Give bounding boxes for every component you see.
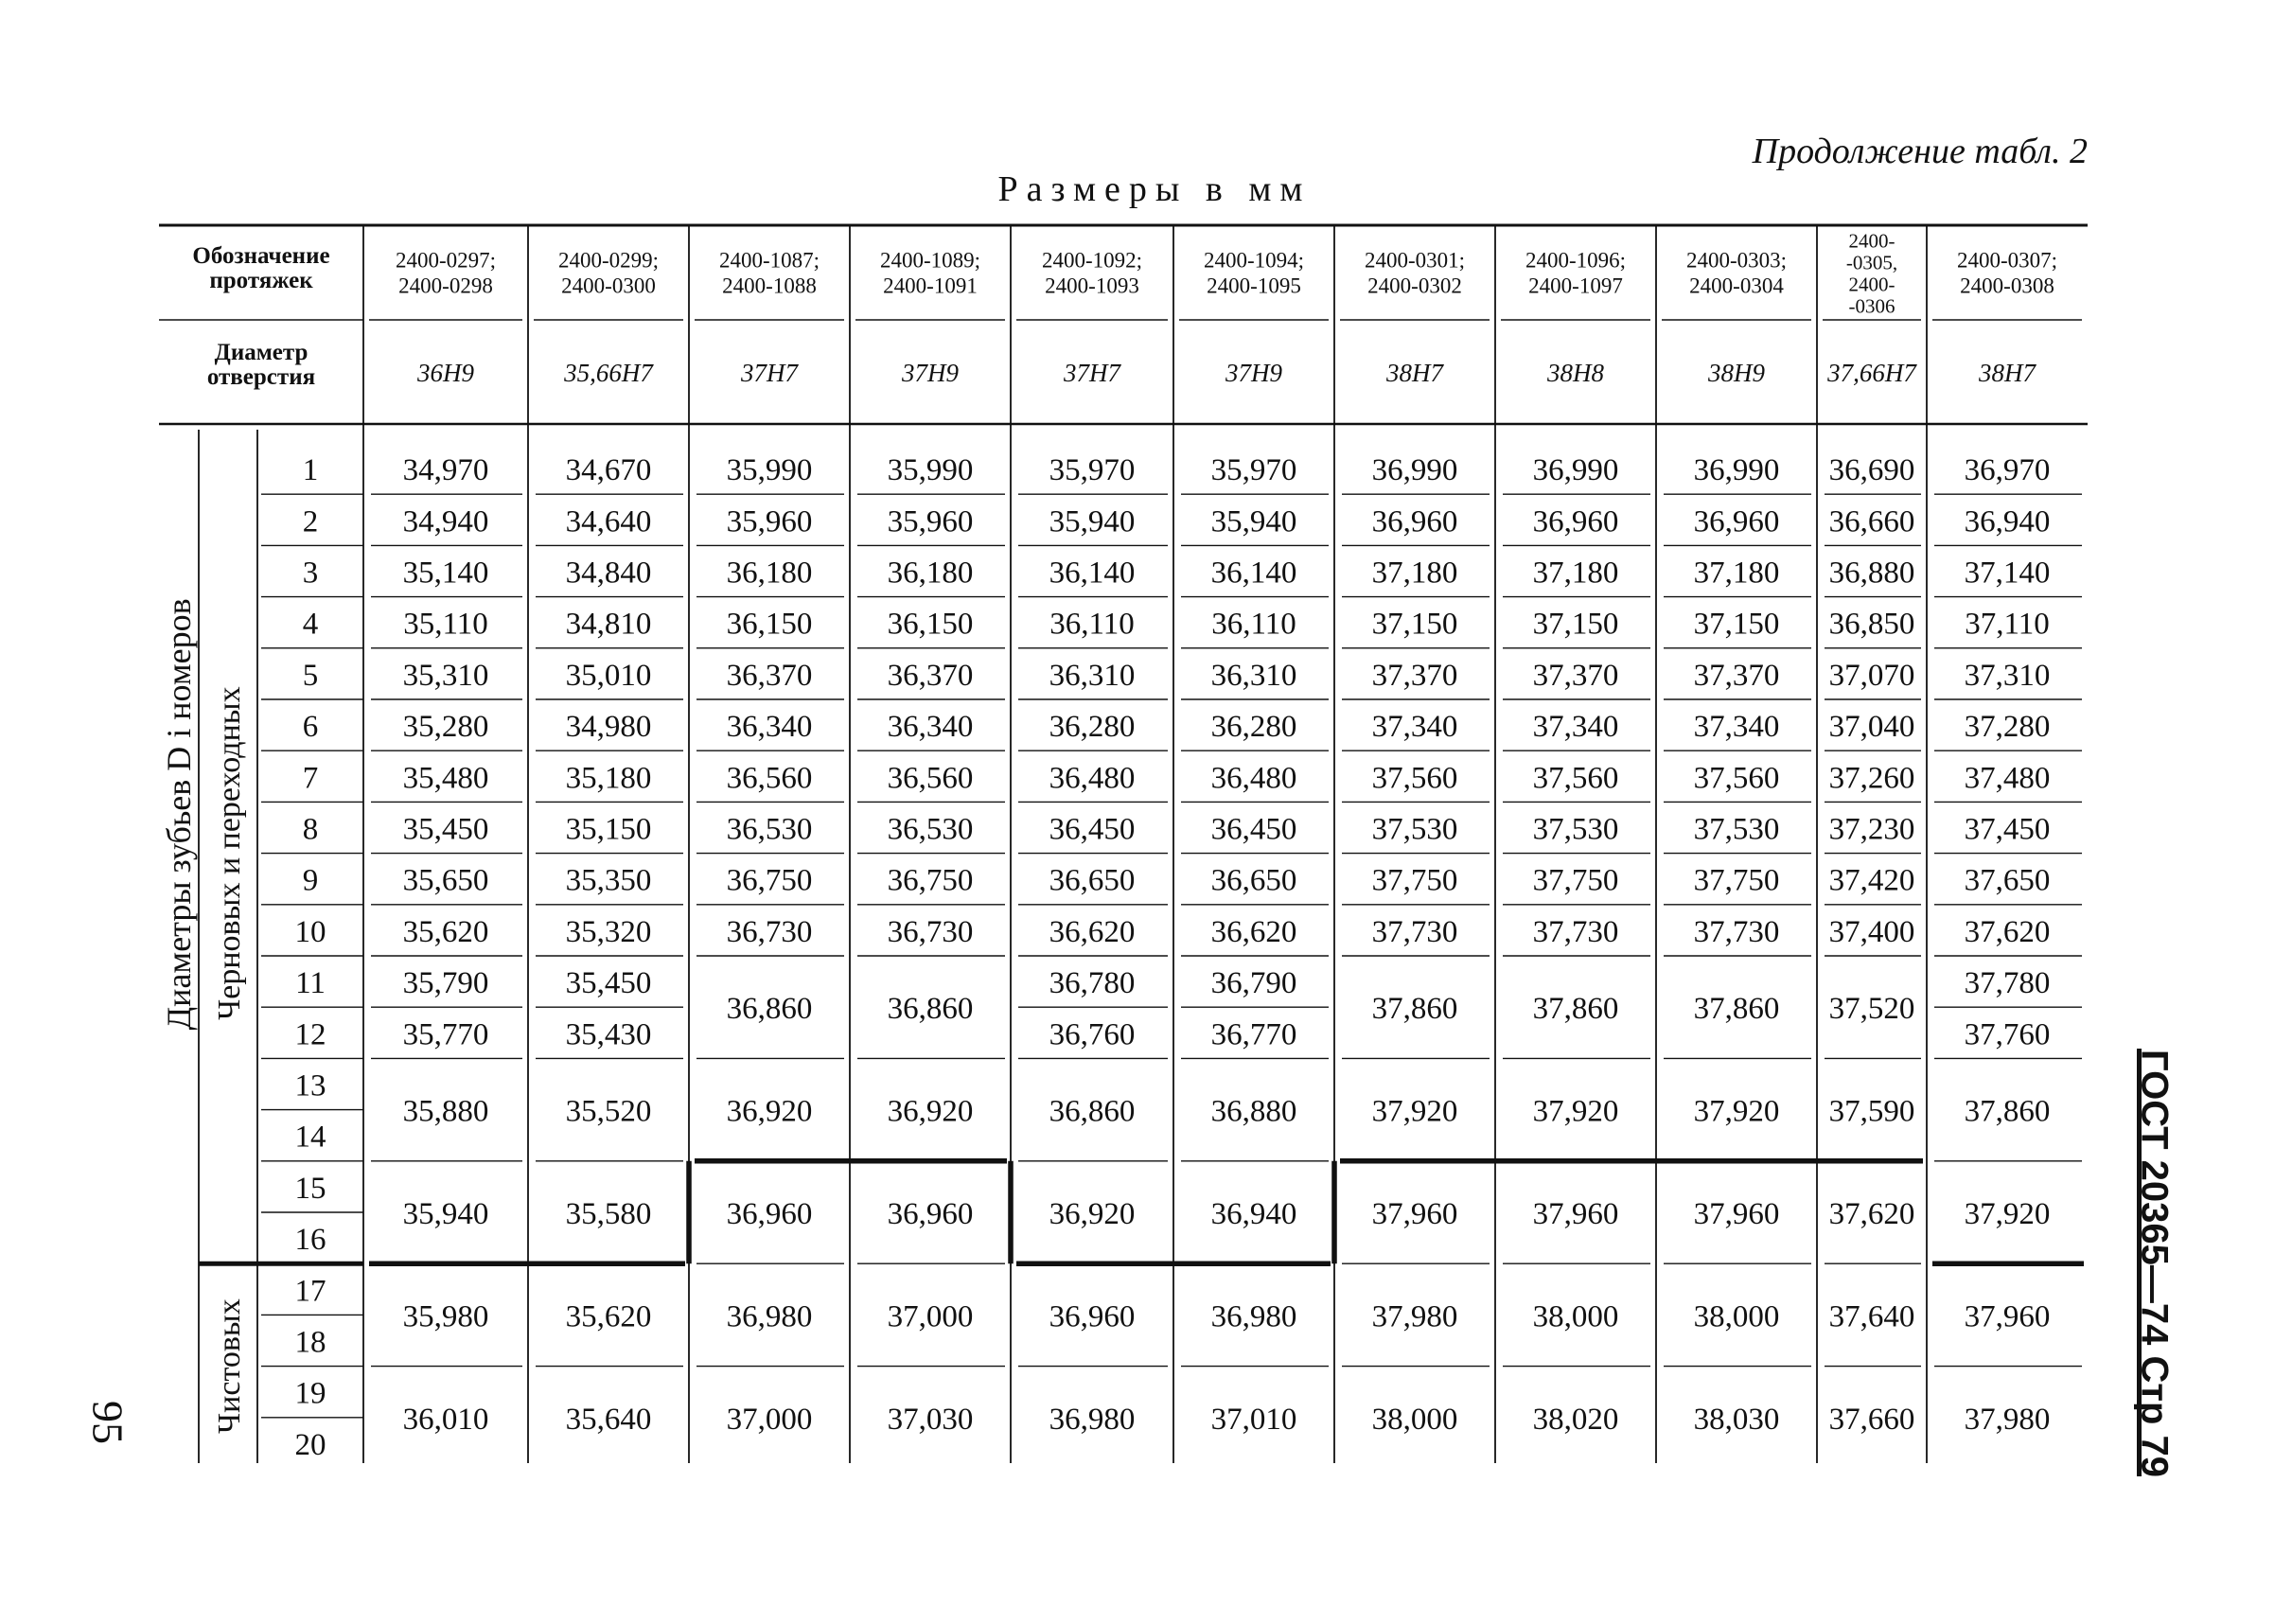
table-cell: 36,880	[1210, 1094, 1297, 1129]
column-diameter: 37H7	[1064, 359, 1120, 387]
table-cell: 36,620	[1049, 914, 1136, 949]
table-cell: 36,180	[887, 556, 974, 591]
column-designation: 2400-0302	[1367, 274, 1462, 298]
table-cell: 37,960	[1693, 1197, 1780, 1231]
table-cell: 36,990	[1693, 453, 1780, 488]
table-cell: 37,920	[1693, 1094, 1780, 1129]
table-cell: 37,730	[1532, 914, 1619, 949]
table-cell: 37,150	[1693, 607, 1780, 642]
table-grid	[155, 214, 2095, 1463]
table-cell: 35,010	[565, 658, 652, 693]
page-number-text: 95	[83, 1401, 132, 1444]
column-designation: 2400-1091	[883, 274, 978, 298]
column-designation: 2400-0304	[1689, 274, 1784, 298]
table-cell: 37,920	[1532, 1094, 1619, 1129]
table-cell: 36,990	[1371, 453, 1458, 488]
row-number: 19	[294, 1376, 326, 1411]
table-cell: 35,620	[402, 914, 489, 949]
table-cell: 36,660	[1828, 504, 1915, 539]
table-cell: 37,960	[1532, 1197, 1619, 1231]
table-cell: 35,430	[565, 1017, 652, 1052]
diameter-header-label: Диаметр	[214, 340, 309, 365]
column-designation: 2400-0307;	[1956, 248, 2058, 273]
table-cell: 36,750	[887, 863, 974, 898]
column-diameter: 35,66H7	[564, 359, 653, 387]
table-cell: 34,940	[402, 504, 489, 539]
row-axis-label: Диаметры зубьев D i номеров	[160, 598, 198, 1031]
table-cell: 35,350	[565, 863, 652, 898]
table-cell: 36,110	[1049, 607, 1135, 642]
table-cell: 36,180	[726, 556, 813, 591]
row-number: 2	[302, 504, 319, 539]
table-cell: 35,970	[1049, 453, 1136, 488]
page-number	[51, 1370, 165, 1474]
column-diameter: 37H9	[1225, 359, 1282, 387]
table-cell: 36,650	[1049, 863, 1136, 898]
column-diameter: 38H9	[1708, 359, 1765, 387]
table-cell: 36,730	[887, 914, 974, 949]
row-number: 4	[302, 607, 319, 642]
row-number: 17	[294, 1274, 326, 1309]
table-cell: 38,000	[1371, 1402, 1458, 1437]
table-cell: 34,670	[565, 453, 652, 488]
row-number: 15	[294, 1171, 326, 1206]
table-cell: 36,920	[1049, 1197, 1136, 1231]
column-diameter: 38H8	[1547, 359, 1604, 387]
table-cell: 35,450	[402, 812, 489, 847]
table-cell: 37,000	[887, 1299, 974, 1334]
table-cell: 36,620	[1210, 914, 1297, 949]
table-cell: 37,370	[1693, 658, 1780, 693]
table-cell: 37,340	[1371, 710, 1458, 745]
table-cell: 37,590	[1828, 1094, 1915, 1129]
table-cell: 35,960	[887, 504, 974, 539]
table-cell: 37,530	[1693, 812, 1780, 847]
table-cell: 36,340	[887, 710, 974, 745]
table-cell: 36,990	[1532, 453, 1619, 488]
table-cell: 38,030	[1693, 1402, 1780, 1437]
table-cell: 37,110	[1965, 607, 2050, 642]
table-cell: 36,310	[1210, 658, 1297, 693]
table-cell: 37,180	[1693, 556, 1780, 591]
table-cell: 37,280	[1964, 710, 2051, 745]
table-cell: 36,370	[726, 658, 813, 693]
column-designation: 2400-1092;	[1041, 248, 1143, 273]
table-cell: 37,730	[1693, 914, 1780, 949]
table-cell: 37,140	[1964, 556, 2051, 591]
table-cell: 36,980	[726, 1299, 813, 1334]
table-cell: 37,450	[1964, 812, 2051, 847]
table-cell: 37,000	[726, 1402, 813, 1437]
table-cell: 36,960	[887, 1197, 974, 1231]
table-cell: 36,690	[1828, 453, 1915, 488]
row-number: 12	[294, 1017, 326, 1052]
table-cell: 36,970	[1964, 453, 2051, 488]
column-designation: 2400-	[1848, 273, 1895, 296]
column-diameter: 37H7	[741, 359, 798, 387]
table-cell: 35,940	[1210, 504, 1297, 539]
table-cell: 35,990	[726, 453, 813, 488]
table-cell: 36,850	[1828, 607, 1915, 642]
row-number: 3	[302, 556, 319, 591]
table-cell: 36,010	[402, 1402, 489, 1437]
table-cell: 37,920	[1964, 1197, 2051, 1231]
table-cell: 35,280	[402, 710, 489, 745]
designation-header-label: протяжек	[209, 268, 313, 293]
table-cell: 37,370	[1371, 658, 1458, 693]
table-cell: 36,340	[726, 710, 813, 745]
table-cell: 36,530	[887, 812, 974, 847]
table-cell: 35,520	[565, 1094, 652, 1129]
table-cell: 37,530	[1371, 812, 1458, 847]
table-cell: 36,940	[1210, 1197, 1297, 1231]
table-cell: 37,480	[1964, 761, 2051, 796]
table-cell: 36,370	[887, 658, 974, 693]
table-cell: 36,750	[726, 863, 813, 898]
table-cell: 36,960	[1693, 504, 1780, 539]
table-cell: 37,340	[1532, 710, 1619, 745]
table-cell: 37,650	[1964, 863, 2051, 898]
row-number: 8	[302, 812, 319, 847]
row-number: 13	[294, 1068, 326, 1103]
table-cell: 36,980	[1210, 1299, 1297, 1334]
table-cell: 35,650	[402, 863, 489, 898]
table-cell: 37,860	[1693, 992, 1780, 1027]
column-diameter: 36H9	[417, 359, 474, 387]
table-cell: 35,110	[403, 607, 488, 642]
table-cell: 36,530	[726, 812, 813, 847]
row-number: 6	[302, 710, 319, 745]
table-cell: 35,770	[402, 1017, 489, 1052]
table-cell: 37,980	[1964, 1402, 2051, 1437]
table-cell: 37,620	[1828, 1197, 1915, 1231]
table-cell: 36,860	[887, 992, 974, 1027]
table-cell: 36,960	[1532, 504, 1619, 539]
table-cell: 35,450	[565, 966, 652, 1001]
table-cell: 36,150	[726, 607, 813, 642]
table-cell: 37,730	[1371, 914, 1458, 949]
column-designation: 2400-0303;	[1685, 248, 1788, 273]
table-cell: 37,310	[1964, 658, 2051, 693]
row-number: 9	[302, 863, 319, 898]
table-cell: 36,650	[1210, 863, 1297, 898]
table-cell: 36,280	[1210, 710, 1297, 745]
table-cell: 37,010	[1210, 1402, 1297, 1437]
table-cell: 35,640	[565, 1402, 652, 1437]
table-cell: 37,340	[1693, 710, 1780, 745]
column-designation: 2400-0297;	[395, 248, 497, 273]
column-designation: 2400-0298	[398, 274, 493, 298]
column-diameter: 37,66H7	[1827, 359, 1916, 387]
column-diameter: 38H7	[1979, 359, 2036, 387]
table-cell: 36,920	[726, 1094, 813, 1129]
table-cell: 37,750	[1532, 863, 1619, 898]
column-designation: 2400-1094;	[1203, 248, 1305, 273]
table-cell: 37,960	[1964, 1299, 2051, 1334]
table-cell: 35,940	[1049, 504, 1136, 539]
table-cell: 37,660	[1828, 1402, 1915, 1437]
diameter-header-label: отверстия	[206, 364, 316, 390]
table-cell: 37,960	[1371, 1197, 1458, 1231]
table-cell: 36,960	[1371, 504, 1458, 539]
column-designation: 2400-1093	[1045, 274, 1139, 298]
table-cell: 34,840	[565, 556, 652, 591]
group-label: Чистовых	[212, 1298, 247, 1434]
table-cell: 34,980	[565, 710, 652, 745]
table-cell: 37,750	[1693, 863, 1780, 898]
units-label: Размеры в мм	[997, 169, 1312, 209]
table-cell: 36,760	[1049, 1017, 1136, 1052]
column-designation: 2400-1096;	[1525, 248, 1627, 273]
row-number: 18	[294, 1325, 326, 1360]
table-cell: 37,180	[1371, 556, 1458, 591]
column-designation: -0306	[1848, 294, 1895, 318]
table-cell: 37,030	[887, 1402, 974, 1437]
column-designation: 2400-0308	[1960, 274, 2054, 298]
table-cell: 35,150	[565, 812, 652, 847]
column-designation: 2400-	[1848, 229, 1895, 253]
table-cell: 38,000	[1532, 1299, 1619, 1334]
table-cell: 37,860	[1532, 992, 1619, 1027]
table-cell: 36,560	[887, 761, 974, 796]
table-cell: 36,480	[1210, 761, 1297, 796]
table-cell: 36,450	[1210, 812, 1297, 847]
table-cell: 37,070	[1828, 658, 1915, 693]
column-designation: 2400-1097	[1528, 274, 1623, 298]
table-cell: 37,040	[1828, 710, 1915, 745]
table-cell: 37,420	[1828, 863, 1915, 898]
table-cell: 36,980	[1049, 1402, 1136, 1437]
table-cell: 36,310	[1049, 658, 1136, 693]
table-cell: 36,880	[1828, 556, 1915, 591]
table-cell: 37,780	[1964, 966, 2051, 1001]
table-cell: 37,530	[1532, 812, 1619, 847]
table-cell: 36,860	[1049, 1094, 1136, 1129]
row-number: 10	[294, 914, 326, 949]
column-designation: -0305,	[1845, 251, 1898, 274]
row-number: 14	[294, 1120, 326, 1155]
table-cell: 35,320	[565, 914, 652, 949]
column-diameter: 38H7	[1386, 359, 1443, 387]
table-cell: 37,860	[1964, 1094, 2051, 1129]
table-cell: 37,520	[1828, 992, 1915, 1027]
table-cell: 36,110	[1211, 607, 1296, 642]
table-cell: 35,620	[565, 1299, 652, 1334]
row-number: 16	[294, 1223, 326, 1258]
table-cell: 36,920	[887, 1094, 974, 1129]
table-cell: 35,980	[402, 1299, 489, 1334]
column-designation: 2400-1088	[722, 274, 817, 298]
table-cell: 37,640	[1828, 1299, 1915, 1334]
table-cell: 37,260	[1828, 761, 1915, 796]
table-cell: 35,940	[402, 1197, 489, 1231]
table-cell: 36,790	[1210, 966, 1297, 1001]
table-cell: 36,940	[1964, 504, 2051, 539]
row-number: 11	[295, 966, 326, 1001]
table-cell: 37,920	[1371, 1094, 1458, 1129]
column-designation: 2400-0300	[561, 274, 656, 298]
table-cell: 35,140	[402, 556, 489, 591]
row-number: 1	[302, 453, 319, 488]
gost-side-note	[2116, 1041, 2192, 1486]
table-cell: 37,180	[1532, 556, 1619, 591]
table-cell: 36,730	[726, 914, 813, 949]
table-cell: 36,140	[1049, 556, 1136, 591]
table-cell: 37,150	[1532, 607, 1619, 642]
table-cell: 37,620	[1964, 914, 2051, 949]
table-cell: 37,150	[1371, 607, 1458, 642]
table-cell: 35,790	[402, 966, 489, 1001]
table-cell: 37,750	[1371, 863, 1458, 898]
table-cell: 35,310	[402, 658, 489, 693]
table-cell: 37,370	[1532, 658, 1619, 693]
table-cell: 35,970	[1210, 453, 1297, 488]
table-cell: 35,990	[887, 453, 974, 488]
table-cell: 36,560	[726, 761, 813, 796]
table-cell: 35,580	[565, 1197, 652, 1231]
table-cell: 36,450	[1049, 812, 1136, 847]
table-cell: 38,020	[1532, 1402, 1619, 1437]
table-cell: 37,230	[1828, 812, 1915, 847]
row-number: 7	[302, 761, 319, 796]
table-cell: 37,400	[1828, 914, 1915, 949]
table-cell: 37,760	[1964, 1017, 2051, 1052]
table-cell: 37,560	[1371, 761, 1458, 796]
column-diameter: 37H9	[902, 359, 959, 387]
column-designation: 2400-1089;	[879, 248, 981, 273]
row-number: 20	[294, 1427, 326, 1462]
table-cell: 34,640	[565, 504, 652, 539]
table-cell: 35,180	[565, 761, 652, 796]
row-number: 5	[302, 658, 319, 693]
table-cell: 35,480	[402, 761, 489, 796]
column-designation: 2400-1087;	[718, 248, 820, 273]
table-cell: 36,860	[726, 992, 813, 1027]
table-cell: 37,560	[1532, 761, 1619, 796]
table-cell: 37,560	[1693, 761, 1780, 796]
table-cell: 36,960	[726, 1197, 813, 1231]
gost-side-note-text: ГОСТ 20365—74 Стр 79	[2133, 1049, 2176, 1478]
table-cell: 34,970	[402, 453, 489, 488]
column-designation: 2400-1095	[1207, 274, 1301, 298]
group-label: Черновых и переходных	[212, 686, 247, 1020]
table-cell: 36,770	[1210, 1017, 1297, 1052]
table-cell: 36,780	[1049, 966, 1136, 1001]
column-designation: 2400-0301;	[1364, 248, 1466, 273]
table-cell: 37,860	[1371, 992, 1458, 1027]
data-table	[155, 214, 2095, 1463]
table-cell: 36,960	[1049, 1299, 1136, 1334]
table-cell: 37,980	[1371, 1299, 1458, 1334]
table-cell: 36,140	[1210, 556, 1297, 591]
table-cell: 36,480	[1049, 761, 1136, 796]
designation-header-label: Обозначение	[192, 243, 330, 269]
table-cell: 36,150	[887, 607, 974, 642]
column-designation: 2400-0299;	[557, 248, 660, 273]
table-cell: 35,880	[402, 1094, 489, 1129]
table-cell: 38,000	[1693, 1299, 1780, 1334]
table-caption: Продолжение табл. 2	[1752, 132, 2088, 171]
table-cell: 34,810	[565, 607, 652, 642]
table-cell: 36,280	[1049, 710, 1136, 745]
table-cell: 35,960	[726, 504, 813, 539]
